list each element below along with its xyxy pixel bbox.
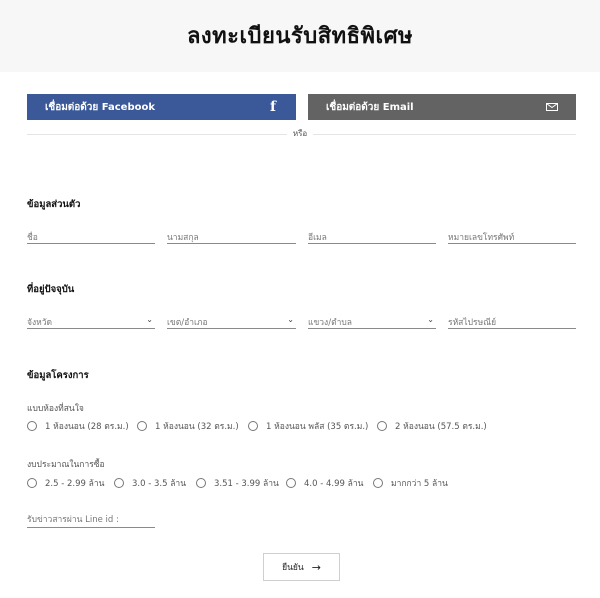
personal-info-title: ข้อมูลส่วนตัว [27,199,81,210]
subdistrict-select[interactable] [308,311,436,329]
subdistrict-label: แขวง/ตำบล [308,318,352,328]
room-type-radio[interactable] [137,419,239,433]
budget-option-label: 3.0 - 3.5 ล้าน [132,479,187,489]
submit-button[interactable] [263,553,340,581]
radio-circle-icon [27,421,37,431]
room-type-radio[interactable] [377,419,487,433]
budget-label: งบประมาณในการซื้อ [27,460,105,470]
radio-circle-icon [114,478,124,488]
room-type-option-label: 1 ห้องนอน (28 ตร.ม.) [45,422,129,432]
radio-circle-icon [286,478,296,488]
email-connect-button[interactable] [308,94,576,120]
email-field[interactable]: อีเมล [308,226,436,244]
chevron-down-icon: ⌄ [287,315,294,324]
room-type-label: แบบห้องที่สนใจ [27,404,84,414]
address-title: ที่อยู่ปัจจุบัน [27,284,75,295]
budget-radio[interactable] [196,476,279,490]
radio-circle-icon [137,421,147,431]
budget-radio[interactable] [286,476,363,490]
chevron-down-icon: ⌄ [427,315,434,324]
room-type-option-label: 1 ห้องนอน (32 ตร.ม.) [155,422,239,432]
postcode-field[interactable]: รหัสไปรษณีย์ [448,311,576,329]
district-select[interactable] [167,311,296,329]
or-text: หรือ [287,127,313,140]
budget-option-label: 4.0 - 4.99 ล้าน [304,479,364,489]
budget-radio[interactable] [27,476,104,490]
facebook-icon: f [269,99,277,115]
mail-icon [546,103,558,111]
arrow-right-icon: → [311,560,321,574]
project-info-title: ข้อมูลโครงการ [27,370,89,381]
province-label: จังหวัด [27,318,53,328]
last-name-field[interactable]: นามสกุล [167,226,296,244]
email-button-label: เชื่อมต่อด้วย Email [326,101,414,113]
budget-radio[interactable] [373,476,448,490]
facebook-connect-button[interactable] [27,94,296,120]
district-label: เขต/อำเภอ [167,318,208,328]
province-select[interactable] [27,311,155,329]
line-id-field[interactable]: รับข่าวสารผ่าน Line id : [27,512,155,528]
budget-option-label: มากกว่า 5 ล้าน [391,479,448,489]
room-type-radio[interactable] [248,419,368,433]
facebook-button-label: เชื่อมต่อด้วย Facebook [45,101,156,113]
submit-button-label: ยืนยัน [282,563,304,573]
first-name-field[interactable]: ชื่อ [27,226,155,244]
budget-radio[interactable] [114,476,186,490]
radio-circle-icon [373,478,383,488]
radio-circle-icon [27,478,37,488]
room-type-option-label: 2 ห้องนอน (57.5 ตร.ม.) [395,422,487,432]
radio-circle-icon [196,478,206,488]
room-type-radio[interactable] [27,419,129,433]
radio-circle-icon [248,421,258,431]
phone-field[interactable]: หมายเลขโทรศัพท์ [448,226,576,244]
radio-circle-icon [377,421,387,431]
page-title: ลงทะเบียนรับสิทธิพิเศษ [186,24,414,49]
room-type-option-label: 1 ห้องนอน พลัส (35 ตร.ม.) [266,422,369,432]
budget-option-label: 2.5 - 2.99 ล้าน [45,479,105,489]
chevron-down-icon: ⌄ [146,315,153,324]
budget-option-label: 3.51 - 3.99 ล้าน [214,479,279,489]
